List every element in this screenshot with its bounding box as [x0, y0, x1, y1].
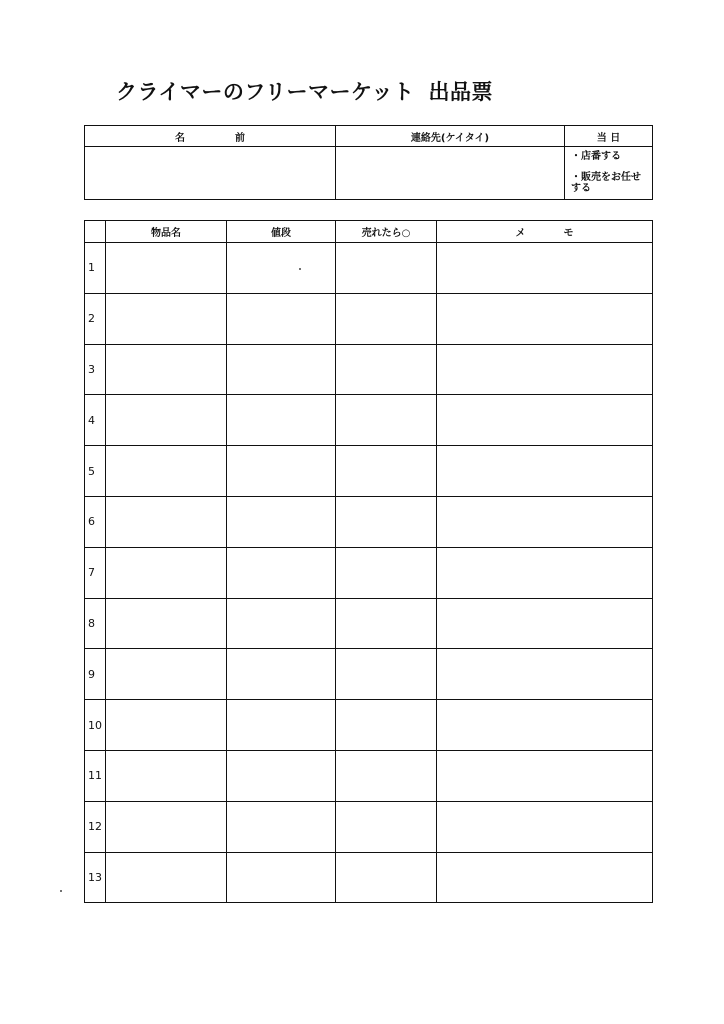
sold-cell[interactable] — [336, 801, 437, 852]
memo-cell[interactable] — [437, 700, 653, 751]
table-row — [85, 598, 653, 649]
price-cell[interactable] — [227, 344, 336, 395]
item-name-cell[interactable] — [106, 243, 227, 294]
price-cell[interactable] — [227, 243, 336, 294]
table-row — [85, 344, 653, 395]
items-table — [84, 220, 653, 903]
memo-cell[interactable] — [437, 344, 653, 395]
memo-cell[interactable] — [437, 547, 653, 598]
price-cell[interactable] — [227, 700, 336, 751]
memo-cell[interactable] — [437, 598, 653, 649]
item-name-cell[interactable] — [106, 446, 227, 497]
contact-field[interactable] — [336, 147, 565, 200]
item-name-header: 物品名 — [106, 221, 227, 243]
name-header-char-2: 前 — [235, 132, 245, 144]
item-name-cell[interactable] — [106, 293, 227, 344]
memo-cell[interactable] — [437, 395, 653, 446]
contact-header: 連絡先(ケイタイ) — [336, 126, 565, 147]
table-row — [85, 395, 653, 446]
price-cell[interactable] — [227, 395, 336, 446]
item-name-cell[interactable] — [106, 547, 227, 598]
item-name-cell[interactable] — [106, 852, 227, 903]
day-option-shopkeeping[interactable]: ・店番する — [571, 151, 621, 162]
sold-cell[interactable] — [336, 598, 437, 649]
sold-cell[interactable] — [336, 750, 437, 801]
name-header-char-1: 名 — [175, 132, 185, 144]
sold-cell[interactable] — [336, 243, 437, 294]
day-options-cell — [565, 147, 653, 200]
memo-header-char-1: メ — [515, 228, 526, 239]
contact-info-table — [84, 125, 653, 200]
table-row — [85, 852, 653, 903]
row-number: 6 — [85, 496, 106, 547]
table-row — [85, 547, 653, 598]
sold-cell[interactable] — [336, 700, 437, 751]
row-number: 1 — [85, 243, 106, 294]
price-cell[interactable] — [227, 547, 336, 598]
price-cell[interactable] — [227, 598, 336, 649]
row-number: 12 — [85, 801, 106, 852]
title-sub: 出品票 — [428, 80, 493, 104]
sold-cell[interactable] — [336, 395, 437, 446]
sold-cell[interactable] — [336, 547, 437, 598]
memo-header — [437, 221, 653, 243]
item-rows — [85, 243, 653, 903]
page-title — [116, 76, 493, 106]
price-cell[interactable] — [227, 446, 336, 497]
speck — [299, 268, 301, 270]
sold-header: 売れたら○ — [336, 221, 437, 243]
sold-cell[interactable] — [336, 344, 437, 395]
name-header — [85, 126, 336, 147]
row-number: 7 — [85, 547, 106, 598]
item-name-cell[interactable] — [106, 649, 227, 700]
memo-cell[interactable] — [437, 750, 653, 801]
row-number: 5 — [85, 446, 106, 497]
table-row — [85, 700, 653, 751]
memo-cell[interactable] — [437, 243, 653, 294]
table-row — [85, 446, 653, 497]
item-name-cell[interactable] — [106, 801, 227, 852]
table-row — [85, 293, 653, 344]
price-cell[interactable] — [227, 649, 336, 700]
table-row — [85, 649, 653, 700]
table-row — [85, 750, 653, 801]
sold-cell[interactable] — [336, 293, 437, 344]
row-number: 8 — [85, 598, 106, 649]
row-number: 3 — [85, 344, 106, 395]
item-name-cell[interactable] — [106, 598, 227, 649]
row-number: 9 — [85, 649, 106, 700]
memo-cell[interactable] — [437, 496, 653, 547]
table-row — [85, 243, 653, 294]
memo-cell[interactable] — [437, 852, 653, 903]
memo-header-char-2: モ — [563, 228, 574, 239]
item-name-cell[interactable] — [106, 496, 227, 547]
sold-cell[interactable] — [336, 852, 437, 903]
sold-cell[interactable] — [336, 496, 437, 547]
price-cell[interactable] — [227, 750, 336, 801]
row-number: 10 — [85, 700, 106, 751]
row-number: 11 — [85, 750, 106, 801]
name-field[interactable] — [85, 147, 336, 200]
sold-cell[interactable] — [336, 446, 437, 497]
memo-cell[interactable] — [437, 446, 653, 497]
speck — [60, 890, 62, 892]
row-number: 13 — [85, 852, 106, 903]
table-row — [85, 496, 653, 547]
price-header: 値段 — [227, 221, 336, 243]
price-cell[interactable] — [227, 496, 336, 547]
item-name-cell[interactable] — [106, 395, 227, 446]
row-number: 2 — [85, 293, 106, 344]
table-row — [85, 801, 653, 852]
memo-cell[interactable] — [437, 649, 653, 700]
memo-cell[interactable] — [437, 801, 653, 852]
sold-cell[interactable] — [336, 649, 437, 700]
day-option-entrust-sales[interactable]: ・販売をお任せ する — [571, 172, 641, 194]
row-number: 4 — [85, 395, 106, 446]
item-name-cell[interactable] — [106, 344, 227, 395]
number-header — [85, 221, 106, 243]
memo-cell[interactable] — [437, 293, 653, 344]
day-header: 当 日 — [565, 126, 653, 147]
price-cell[interactable] — [227, 293, 336, 344]
price-cell[interactable] — [227, 852, 336, 903]
item-name-cell[interactable] — [106, 750, 227, 801]
price-cell[interactable] — [227, 801, 336, 852]
item-name-cell[interactable] — [106, 700, 227, 751]
title-main: クライマーのフリーマーケット — [116, 80, 415, 104]
